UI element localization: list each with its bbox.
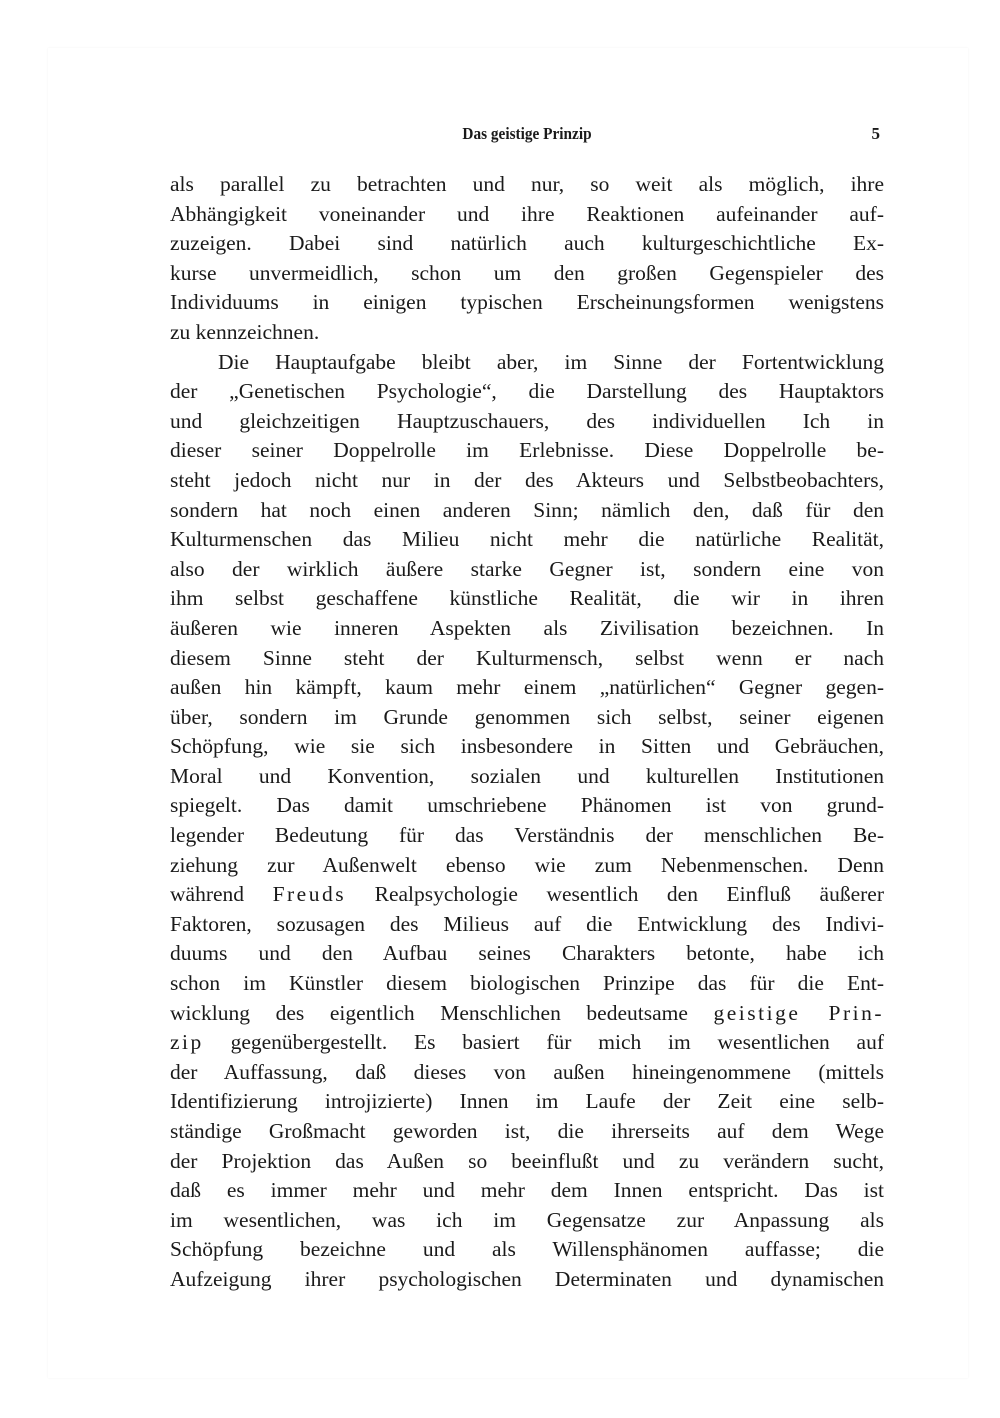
- running-header: [170, 124, 884, 150]
- text-line: [170, 969, 884, 999]
- text-segment: steht jedoch nicht nur in der des Akteurs und Selbstbeobachters,: [170, 467, 884, 492]
- text-line: [170, 791, 884, 821]
- text-line: [170, 673, 884, 703]
- text-segment: schon im Künstler diesem biologischen Prinzipe das für die Ent-: [170, 971, 884, 996]
- text-segment: ziehung zur Außenwelt ebenso wie zum Nebenmenschen. Denn: [170, 852, 884, 877]
- text-line: [170, 1176, 884, 1206]
- body-text: [170, 170, 884, 1295]
- text-line: [170, 999, 884, 1029]
- spaced-emphasis: zip: [170, 1030, 204, 1055]
- text-line: [170, 1265, 884, 1295]
- text-segment: Aufzeigung ihrer psychologischen Determinaten und dynamischen: [170, 1266, 884, 1291]
- text-line: [170, 555, 884, 585]
- text-line: [170, 1117, 884, 1147]
- text-segment: kurse unvermeidlich, schon um den großen Gegenspieler des: [170, 260, 884, 285]
- text-line: [170, 1087, 884, 1117]
- text-line: [170, 762, 884, 792]
- text-line: [170, 1206, 884, 1236]
- text-line: [170, 1235, 884, 1265]
- text-line: [170, 939, 884, 969]
- paragraph: [170, 170, 884, 348]
- text-segment: der „Genetischen Psychologie“, die Darstellung des Hauptaktors: [170, 379, 884, 404]
- text-line: [170, 703, 884, 733]
- text-segment: Moral und Konvention, sozialen und kulturellen Institutionen: [170, 763, 884, 788]
- text-segment: Abhängigkeit voneinander und ihre Reaktionen aufeinander auf-: [170, 201, 884, 226]
- text-line: [170, 1028, 884, 1058]
- text-segment: zuzeigen. Dabei sind natürlich auch kulturgeschichtliche Ex-: [170, 231, 884, 256]
- text-segment: sondern hat noch einen anderen Sinn; nämlich den, daß für den: [170, 497, 884, 522]
- text-segment: Kulturmenschen das Milieu nicht mehr die natürliche Realität,: [170, 527, 884, 552]
- text-segment: Individuums in einigen typischen Erscheinungsformen wenigstens: [170, 290, 884, 315]
- text-segment: im wesentlichen, was ich im Gegensatze zur Anpassung als: [170, 1207, 884, 1232]
- text-line: [170, 496, 884, 526]
- text-line: [170, 1058, 884, 1088]
- text-line: [170, 200, 884, 230]
- text-segment: gegenübergestellt. Es basiert für mich im wesentlichen auf: [203, 1030, 884, 1055]
- text-line: [170, 1147, 884, 1177]
- text-segment: außen hin kämpft, kaum mehr einem „natürlichen“ Gegner gegen-: [170, 675, 884, 700]
- text-line: [170, 288, 884, 318]
- spaced-emphasis: Freuds: [272, 882, 347, 907]
- text-segment: legender Bedeutung für das Verständnis der menschlichen Be-: [170, 823, 884, 848]
- text-segment: spiegelt. Das damit umschriebene Phänomen ist von grund-: [170, 793, 884, 818]
- text-segment: Faktoren, sozusagen des Milieus auf die Entwicklung des Indivi-: [170, 911, 884, 936]
- text-segment: über, sondern im Grunde genommen sich selbst, seiner eigenen: [170, 704, 884, 729]
- text-line: [170, 851, 884, 881]
- page-number: 5: [871, 124, 880, 143]
- spaced-emphasis: geistige Prin-: [713, 1000, 884, 1025]
- text-segment: wicklung des eigentlich Menschlichen bedeutsame: [170, 1000, 714, 1025]
- text-segment: zu kennzeichnen.: [170, 319, 320, 344]
- text-line: [170, 732, 884, 762]
- text-segment: der Projektion das Außen so beeinflußt und zu verändern sucht,: [170, 1148, 884, 1173]
- text-line: [170, 910, 884, 940]
- text-segment: ihm selbst geschaffene künstliche Realität, die wir in ihren: [170, 586, 884, 611]
- text-segment: dieser seiner Doppelrolle im Erlebnisse. Diese Doppelrolle be-: [170, 438, 884, 463]
- text-segment: ständige Großmacht geworden ist, die ihrerseits auf dem Wege: [170, 1119, 884, 1143]
- running-title: Das geistige Prinzip: [462, 124, 592, 143]
- text-line: [170, 348, 884, 378]
- text-line: [170, 614, 884, 644]
- text-segment: Identifizierung introjizierte) Innen im Laufe der Zeit eine selb-: [170, 1089, 884, 1114]
- text-line: [170, 644, 884, 674]
- text-line: [170, 821, 884, 851]
- text-segment: also der wirklich äußere starke Gegner ist, sondern eine von: [170, 556, 884, 581]
- text-segment: Die Hauptaufgabe bleibt aber, im Sinne der Fortentwicklung: [218, 349, 884, 374]
- text-line: [170, 880, 884, 910]
- text-segment: Realpsychologie wesentlich den Einfluß äußerer: [346, 882, 884, 907]
- text-line: [170, 407, 884, 437]
- text-segment: äußeren wie inneren Aspekten als Zivilisation bezeichnen. In: [170, 615, 884, 640]
- paragraph: [170, 348, 884, 1295]
- text-line: [170, 525, 884, 555]
- text-segment: während: [170, 882, 273, 907]
- text-segment: als parallel zu betrachten und nur, so weit als möglich, ihre: [170, 172, 884, 196]
- text-line: [170, 377, 884, 407]
- text-line: [170, 318, 884, 348]
- text-line: [170, 170, 884, 200]
- text-line: [170, 436, 884, 466]
- text-segment: Schöpfung bezeichne und als Willensphänomen auffasse; die: [170, 1237, 884, 1262]
- text-segment: der Auffassung, daß dieses von außen hineingenommene (mittels: [170, 1059, 884, 1084]
- text-segment: diesem Sinne steht der Kulturmensch, selbst wenn er nach: [170, 645, 884, 670]
- text-segment: und gleichzeitigen Hauptzuschauers, des individuellen Ich in: [170, 408, 884, 433]
- text-line: [170, 259, 884, 289]
- text-line: [170, 466, 884, 496]
- text-segment: Schöpfung, wie sie sich insbesondere in Sitten und Gebräuchen,: [170, 734, 884, 759]
- text-line: [170, 584, 884, 614]
- text-segment: duums und den Aufbau seines Charakters betonte, habe ich: [170, 941, 884, 966]
- text-line: [170, 229, 884, 259]
- text-segment: daß es immer mehr und mehr dem Innen entspricht. Das ist: [170, 1178, 884, 1203]
